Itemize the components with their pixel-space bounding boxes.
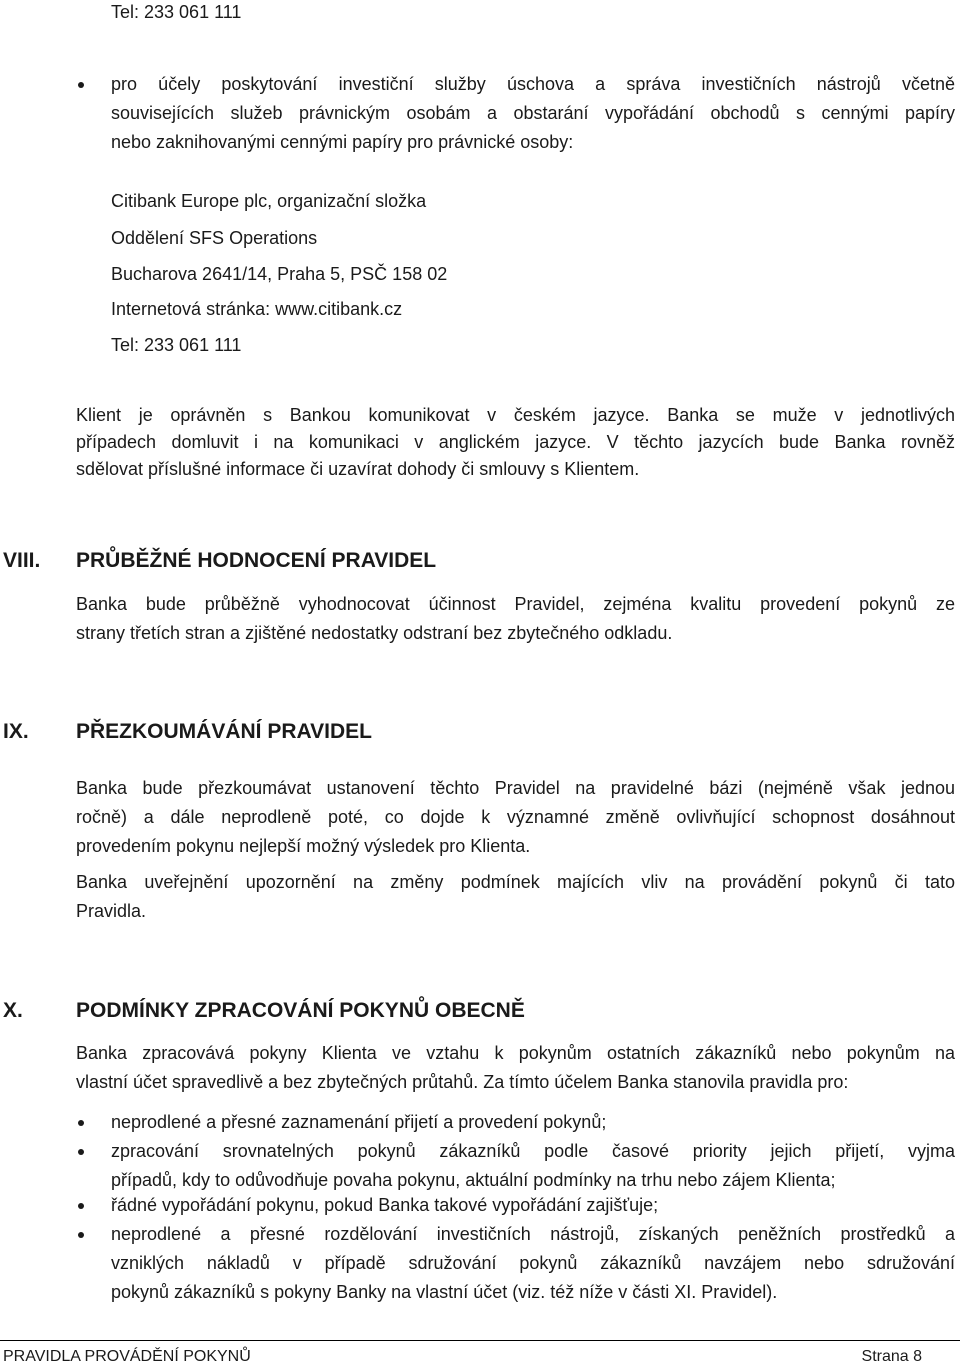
section-number: VIII.	[3, 549, 41, 572]
section-title: PŘEZKOUMÁVÁNÍ PRAVIDEL	[76, 720, 372, 743]
section-8-paragraph	[76, 590, 955, 648]
custody-bullet-text	[111, 70, 955, 157]
section-title: PODMÍNKY ZPRACOVÁNÍ POKYNŮ OBECNĚ	[76, 999, 525, 1022]
page-number: Strana 8	[861, 1348, 922, 1365]
text-line: zpracování srovnatelných pokynů zákazníků podle časové priority jejich přijetí, vyjma	[111, 1141, 955, 1161]
section-9-paragraph-1	[76, 774, 955, 861]
text-line: pokynů zákazníků s pokyny Banky na vlastní účet (viz. též níže v části XI. Pravidel).	[111, 1282, 778, 1302]
top-phone: Tel: 233 061 111	[111, 2, 242, 22]
bullet-dot	[78, 1120, 84, 1126]
language-paragraph	[76, 402, 955, 483]
bullet-dot	[78, 1203, 84, 1209]
address-phone: Tel: 233 061 111	[111, 335, 242, 355]
text-line: pro účely poskytování investiční služby úschova a správa investičních nástrojů včetně	[111, 74, 955, 94]
section-title: PRŮBĚŽNÉ HODNOCENÍ PRAVIDEL	[76, 549, 437, 572]
bullet-dot	[78, 82, 84, 88]
list-item	[111, 1108, 955, 1137]
footer-rule	[0, 1340, 960, 1341]
list-item	[111, 1137, 955, 1195]
bullet-dot	[78, 1149, 84, 1155]
bullet-dot	[78, 1232, 84, 1238]
text-line: vlastní účet spravedlivě a bez zbytečných průtahů. Za tímto účelem Banka stanovila pravidla pro:	[76, 1072, 849, 1092]
text-line: ročně) a dále neprodleně poté, co dojde k významné změně ovlivňující schopnost dosáhnout	[76, 807, 955, 827]
section-10-intro	[76, 1039, 955, 1097]
text-line: neprodlené a přesné zaznamenání přijetí a provedení pokynů;	[111, 1112, 607, 1132]
address-department: Oddělení SFS Operations	[111, 228, 318, 248]
text-line: Banka bude průběžně vyhodnocovat účinnost Pravidel, zejména kvalitu provedení pokynů ze	[76, 594, 955, 614]
text-line: případů, kdy to odůvodňuje povaha pokynu, aktuální podmínky na trhu nebo zájem Klienta;	[111, 1170, 836, 1190]
section-number: X.	[3, 999, 23, 1022]
text-line: strany třetích stran a zjištěné nedostatky odstraní bez zbytečného odkladu.	[76, 623, 673, 643]
section-9-paragraph-2	[76, 868, 955, 926]
address-web: Internetová stránka: www.citibank.cz	[111, 299, 403, 319]
list-item	[111, 1191, 955, 1220]
footer-title: PRAVIDLA PROVÁDĚNÍ POKYNŮ	[3, 1348, 251, 1365]
text-line: případech domluvit i na komunikaci v anglickém jazyce. V těchto jazycích bude Banka rovněž	[76, 432, 955, 452]
text-line: vzniklých nákladů v případě sdružování pokynů zákazníků navzájem nebo sdružování	[111, 1253, 955, 1273]
text-line: Klient je oprávněn s Bankou komunikovat v českém jazyce. Banka se muže v jednotlivých	[76, 405, 955, 425]
list-item	[111, 1220, 955, 1307]
text-line: sdělovat příslušné informace či uzavírat dohody či smlouvy s Klientem.	[76, 459, 640, 479]
text-line: Pravidla.	[76, 901, 147, 921]
text-line: řádné vypořádání pokynu, pokud Banka takové vypořádání zajišťuje;	[111, 1195, 659, 1215]
text-line: souvisejících služeb právnickým osobám a obstarání vypořádání obchodů s cennými papíry	[111, 103, 955, 123]
text-line: Banka uveřejnění upozornění na změny podmínek majících vliv na provádění pokynů či tato	[76, 872, 955, 892]
address-name: Citibank Europe plc, organizační složka	[111, 191, 427, 211]
address-street: Bucharova 2641/14, Praha 5, PSČ 158 02	[111, 264, 448, 284]
section-number: IX.	[3, 720, 29, 743]
text-line: provedením pokynu nejlepší možný výsledek pro Klienta.	[76, 836, 531, 856]
text-line: neprodlené a přesné rozdělování investičních nástrojů, získaných peněžních prostředků a	[111, 1224, 955, 1244]
text-line: Banka bude přezkoumávat ustanovení těchto Pravidel na pravidelné bázi (nejméně však jednou	[76, 778, 955, 798]
text-line: nebo zaknihovanými cennými papíry pro právnické osoby:	[111, 132, 574, 152]
text-line: Banka zpracovává pokyny Klienta ve vztahu k pokynům ostatních zákazníků nebo pokynům na	[76, 1043, 955, 1063]
